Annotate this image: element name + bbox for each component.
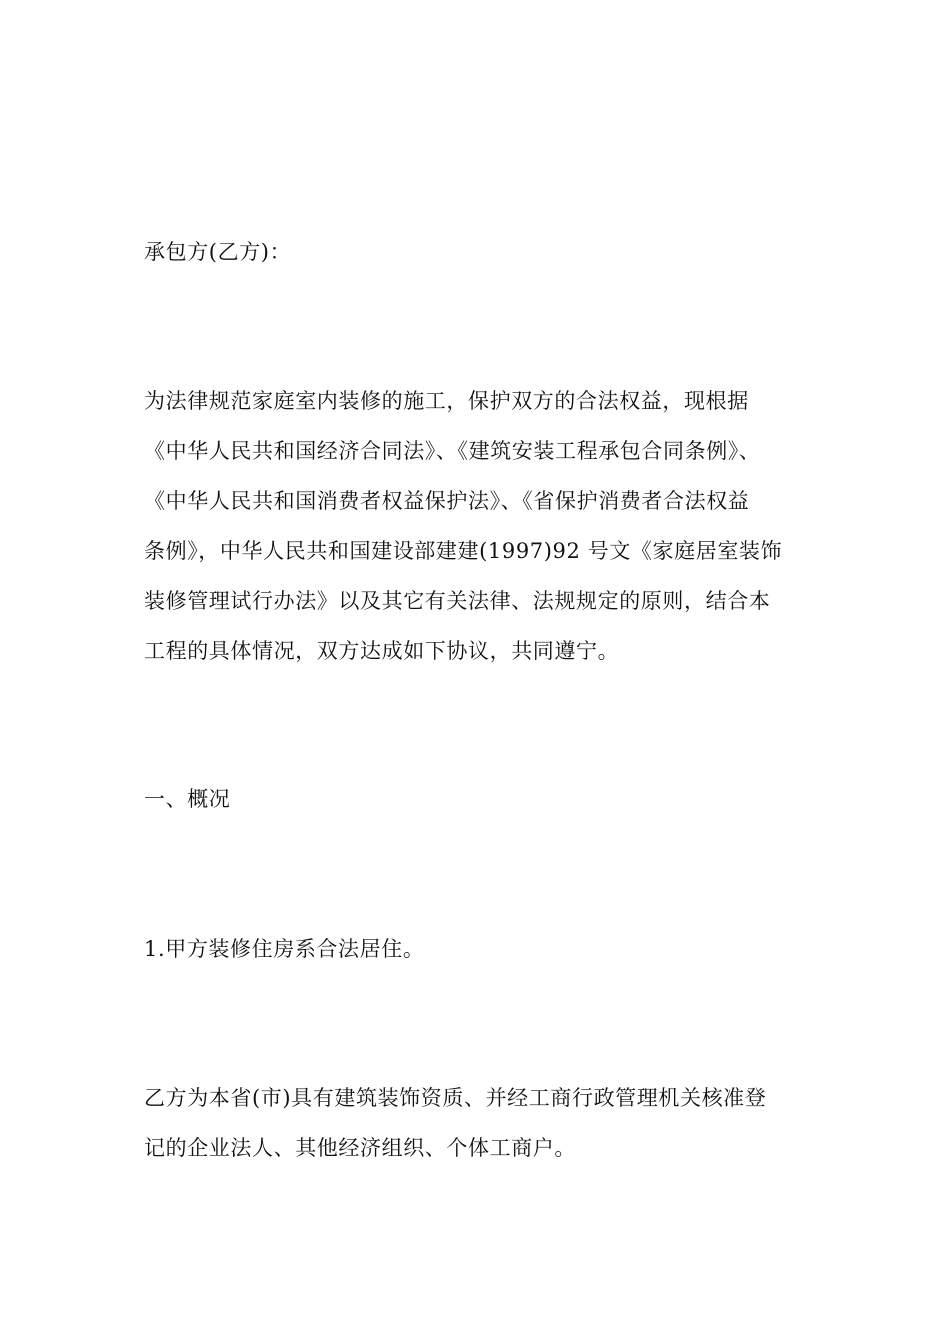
intro-line: 《中华人民共和国经济合同法》、《建筑安装工程承包合同条例》、 — [144, 439, 761, 463]
party-b-line: 乙方为本省(市)具有建筑装饰资质、并经工商行政管理机关核准登 — [144, 1086, 767, 1110]
intro-line: 工程的具体情况，双方达成如下协议，共同遵宁。 — [144, 639, 620, 663]
party-b-line: 记的企业法人、其他经济组织、个体工商户。 — [144, 1136, 576, 1160]
intro-line: 为法律规范家庭室内装修的施工，保护双方的合法权益，现根据 — [144, 389, 749, 413]
section-heading: 一、概况 — [144, 787, 231, 811]
list-item: 1.甲方装修住房系合法居住。 — [144, 937, 425, 961]
contractor-label: 承包方(乙方)： — [144, 240, 292, 264]
intro-line: 装修管理试行办法》以及其它有关法律、法规规定的原则，结合本 — [144, 589, 771, 613]
intro-line: 《中华人民共和国消费者权益保护法》、《省保护消费者合法权益 — [144, 489, 750, 513]
intro-line: 条例》，中华人民共和国建设部建建(1997)92 号文《家庭居室装饰 — [144, 539, 783, 563]
